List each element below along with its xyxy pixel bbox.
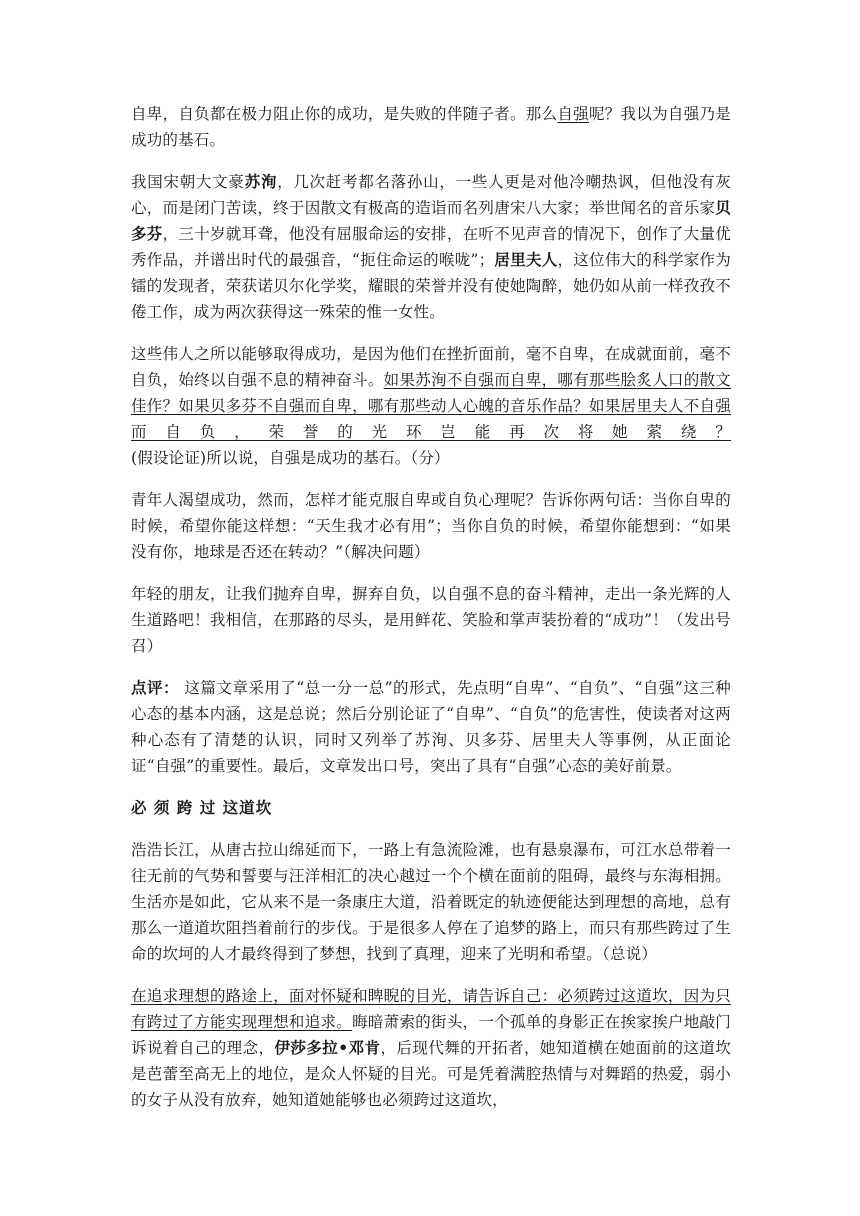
underlined-text: 自强 — [557, 105, 589, 123]
text-run: 呢？我以为自强乃是成功的基石。 — [131, 105, 731, 149]
text-run: 晦暗萧索的街头，一个孤单的身影正在挨家挨户地敲门诉说着自己的理念， — [131, 1013, 731, 1057]
bold-name: 居里夫人 — [494, 250, 558, 269]
text-run: ，后现代舞的开拓者，她知道横在她面前的这道坎是芭蕾至高无上的地位，是众人怀疑的目光。可是凭着满腔热情与对舞蹈的热爱，弱小的女子从没有放弃，她知道她能够也必须跨过这道坎， — [131, 1039, 731, 1109]
text-run: 我国宋朝大文豪 — [131, 173, 245, 191]
text-run: ，这位伟大的科学家作为镭的发现者，荣获诺贝尔化学奖，耀眼的荣誉并没有使她陶醉，她仍如从前一样孜孜不倦工作，成为两次获得这一殊荣的惟一女性。 — [131, 251, 731, 321]
text-run: ，几次赶考都名落孙山，一些人更是对他冷嘲热讽，但他没有灰心，而是闭门苦读，终于因散文有极高的造诣而名列唐宋八大家；举世闻名的音乐家 — [131, 173, 732, 217]
bold-name: 苏洵 — [244, 172, 278, 191]
text-run: ，三十岁就耳聋，他没有屈服命运的安排，在听不见声音的情况下，创作了大量优秀作品，并谱出时代的最强音，“扼住命运的喉咙”； — [131, 225, 732, 269]
bold-name: 伊莎多拉•邓肯 — [274, 1038, 381, 1057]
underlined-text: 在追求理想的路途上，面对怀疑和睥睨的目光，请告诉自己：必须跨过这道坎，因为只有跨过了方能实现理想和追求。 — [131, 987, 731, 1031]
text-run: 这些伟人之所以能够取得成功，是因为他们在挫折面前，毫不自卑，在成就面前，毫不自负，始终以自强不息的精神奋斗。 — [131, 345, 731, 389]
paragraph-7: 浩浩长江，从唐古拉山绵延而下，一路上有急流险滩，也有悬泉瀑布，可江水总带着一往无前的气势和誓要与汪洋相汇的决心越过一个个横在面前的阻碍，最终与东海相拥。生活亦是如此，它从来不是一条康庄大道，沿着既定的轨迹便能达到理想的高地，总有那么一道道坎阻挡着前行的步伐。于是很多人停在了追梦的路上，而只有那些跨过了生命的坎坷的人才最终得到了梦想，找到了真理，迎来了光明和希望。（总说） — [131, 841, 731, 963]
paragraph-8 — [131, 983, 731, 1113]
underlined-text: 如果苏洵不自强而自卑，哪有那些脍炙人口的散文佳作？如果贝多芬不自强而自卑，哪有那些动人心魄的音乐作品？如果居里夫人不自强而自负，荣誉的光环岂能再次将她萦绕？ — [131, 371, 731, 441]
text-run: 这篇文章采用了“总一分一总”的形式，先点明“自卑”、“自负”、“自强”这三种心态的基本内涵，这是总说；然后分别论证了“自卑”、“自负”的危害性，使读者对这两种心态有了清楚的认识，同时又列举了苏洵、贝多芬、居里夫人等事例，从正面论证“自强”的重要性。最后，文章发出口号，突出了具有“自强”心态的美好前景。 — [131, 679, 731, 775]
commentary-paragraph — [131, 675, 731, 779]
bold-name: 贝多芬 — [131, 198, 731, 243]
paragraph-1 — [131, 101, 731, 153]
paragraph-5: 年轻的朋友，让我们抛弃自卑，摒弃自负，以自强不息的奋斗精神，走出一条光辉的人生道路吧！我相信，在那路的尽头，是用鲜花、笑脸和掌声装扮着的“成功”！（发出号召） — [131, 585, 731, 655]
text-run: 自卑，自负都在极力阻止你的成功，是失败的伴随子者。那么 — [131, 105, 558, 123]
paragraph-3 — [131, 341, 731, 471]
section-heading: 必 须 跨 过 这道坎 — [131, 798, 273, 817]
article-body — [131, 101, 731, 1129]
text-run: (假设论证)所以说，自强是成功的基石。（分） — [131, 449, 450, 467]
paragraph-2 — [131, 169, 731, 325]
commentary-label: 点评： — [131, 678, 179, 697]
paragraph-4: 青年人渴望成功，然而，怎样才能克服自卑或自负心理呢？告诉你两句话：当你自卑的时候，希望你能这样想：“天生我才必有用”；当你自负的时候，希望你能想到：“如果没有你，地球是否还在转动？”（解决问题） — [131, 491, 731, 561]
